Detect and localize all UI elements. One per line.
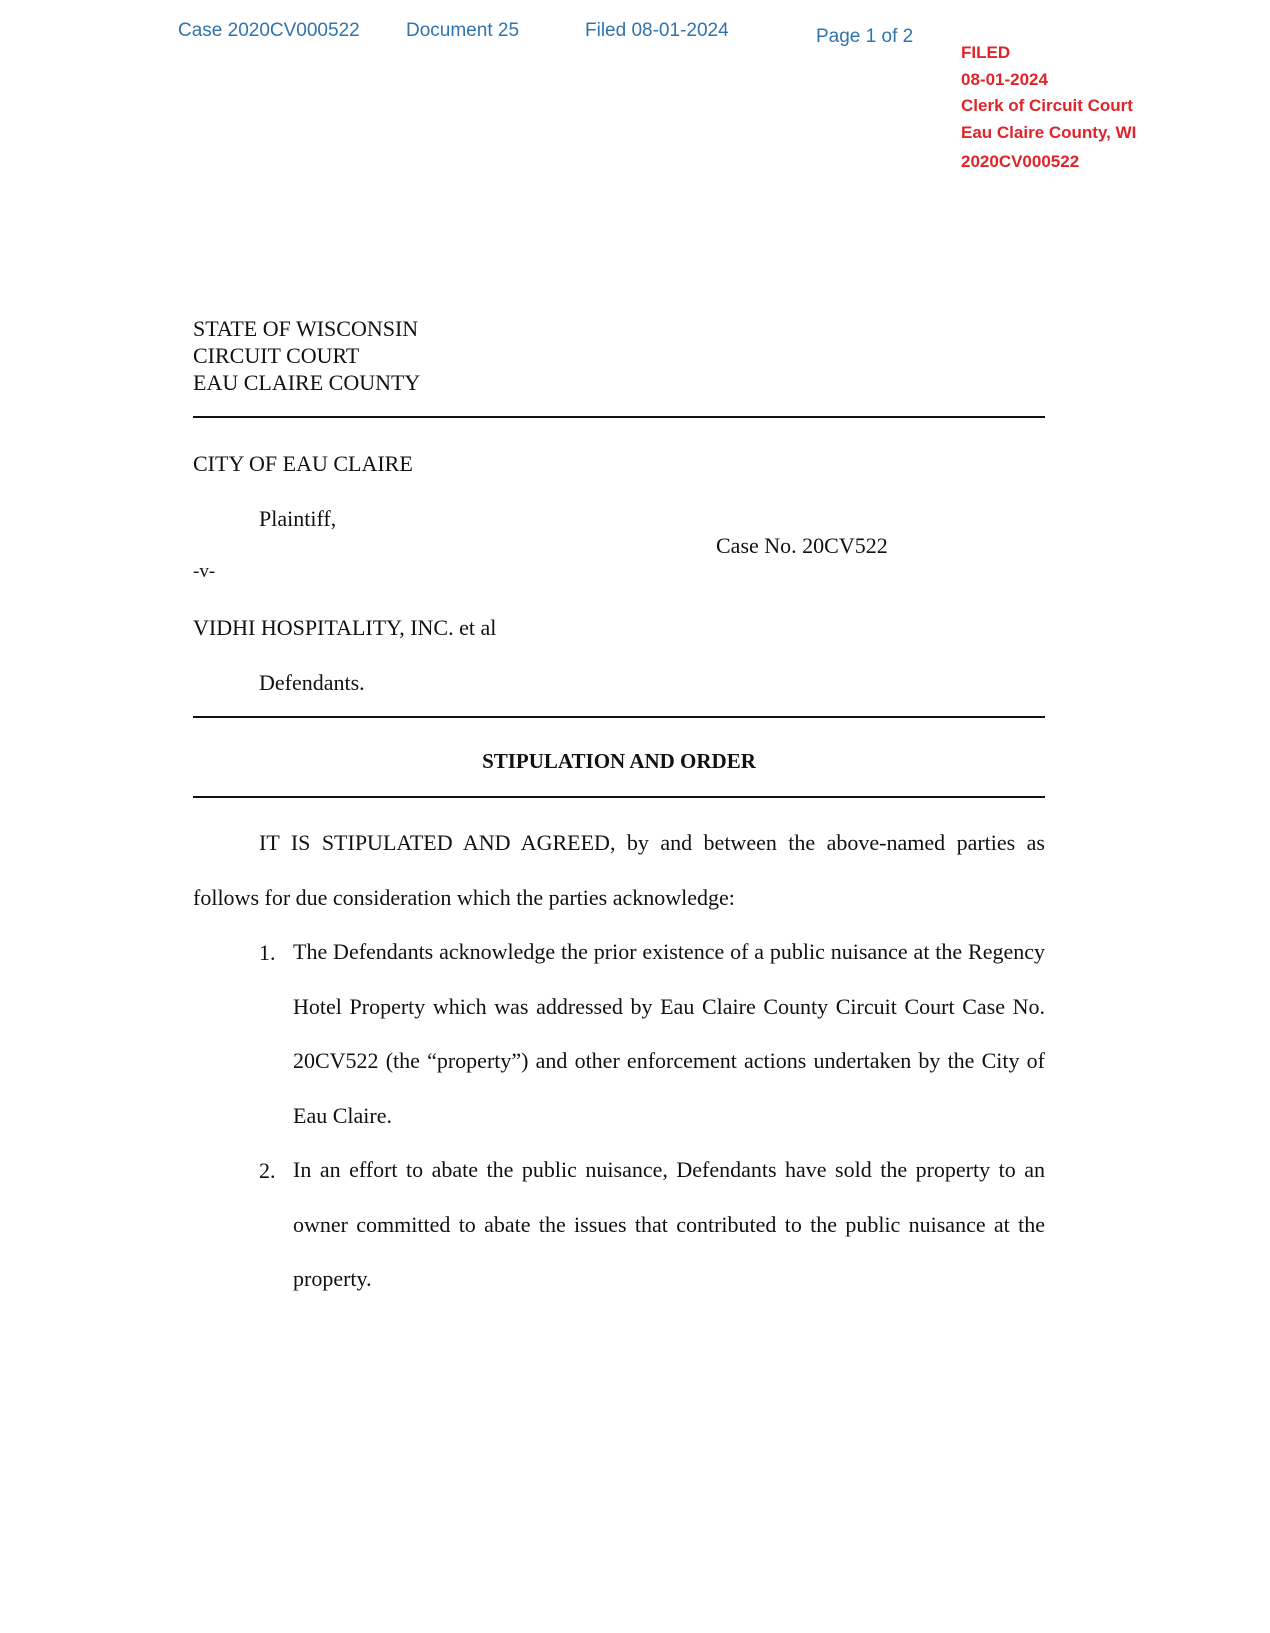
divider [193,796,1045,798]
filed-stamp [961,40,1136,176]
item-text: The Defendants acknowledge the prior existence of a public nuisance at the Regency Hotel Property which was addressed by Eau Claire County Circuit Court Case No. 20CV522 (the “property”) and other enforcement actions undertaken by the City of Eau Claire. [293,939,1045,1128]
stamp-clerk: Clerk of Circuit Court [961,96,1133,115]
header-page: Page 1 of 2 [816,26,914,47]
stamp-case: 2020CV000522 [961,152,1080,171]
stamp-county: Eau Claire County, WI [961,122,1137,142]
defendant-name: VIDHI HOSPITALITY, INC. et al [193,615,497,640]
court-line: CIRCUIT COURT [193,343,360,368]
court-line: EAU CLAIRE COUNTY [193,370,421,395]
header-document: Document 25 [406,20,520,41]
stamp-status: FILED [961,43,1011,62]
header-case: Case 2020CV000522 [178,20,360,41]
versus: -v- [193,561,216,582]
divider [193,416,1045,418]
plaintiff-name: CITY OF EAU CLAIRE [193,451,413,476]
item-text: In an effort to abate the public nuisance, Defendants have sold the property to an owner committed to abate the issues that contributed to the public nuisance at the property. [293,1157,1045,1291]
court-line: STATE OF WISCONSIN [193,316,419,341]
item-number: 2. [259,1158,276,1183]
case-number: Case No. 20CV522 [716,533,888,558]
document-title: STIPULATION AND ORDER [482,749,756,773]
intro-paragraph: IT IS STIPULATED AND AGREED, by and between the above-named parties as follows for due consideration which the parties acknowledge: [193,830,1045,910]
item-number: 1. [259,940,276,965]
header-filed: Filed 08-01-2024 [585,20,729,41]
stamp-date: 08-01-2024 [961,69,1048,89]
plaintiff-role: Plaintiff, [259,506,337,531]
defendant-role: Defendants. [259,670,365,695]
divider [193,716,1045,718]
